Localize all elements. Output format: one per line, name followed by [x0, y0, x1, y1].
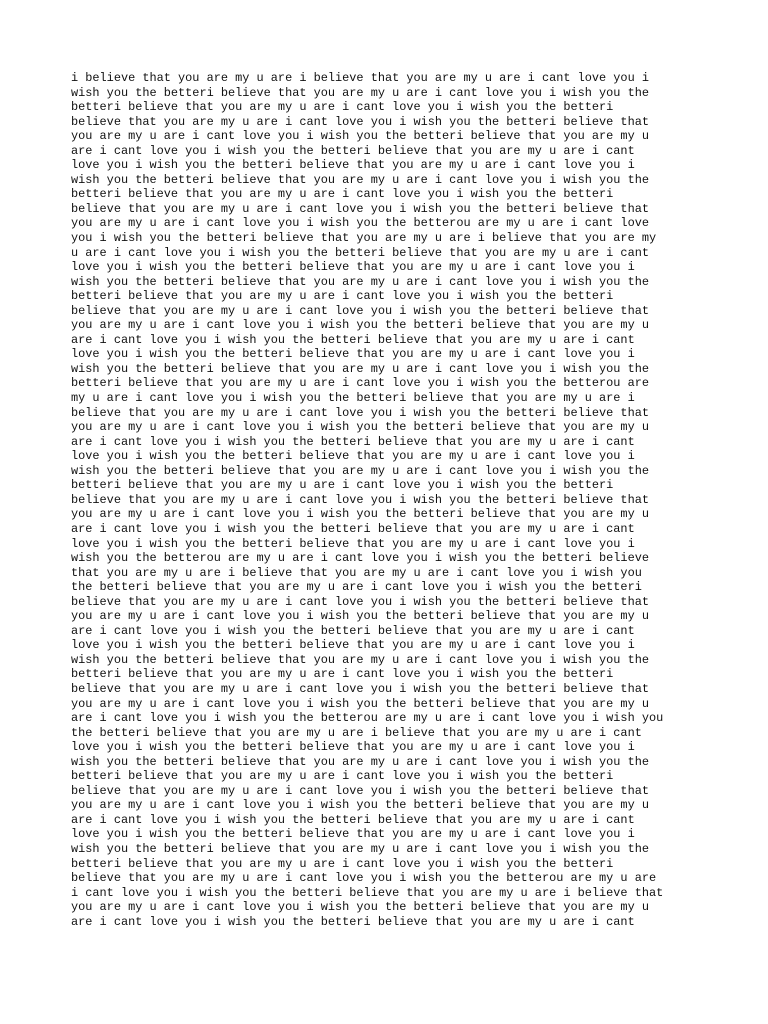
text-line: wish you the betteri believe that you are my u are i cant love you i wish you the — [71, 841, 649, 856]
text-line: are i cant love you i wish you the betteri believe that you are my u are i cant — [71, 623, 635, 638]
text-line: betteri believe that you are my u are i cant love you i wish you the betteri — [71, 856, 614, 871]
text-line: betteri believe that you are my u are i cant love you i wish you the betterou are — [71, 376, 649, 391]
text-line: you are my u are i cant love you i wish you the betteri believe that you are my u — [71, 798, 649, 813]
text-line: you are my u are i cant love you i wish you the betteri believe that you are my u — [71, 507, 649, 522]
text-line: are i cant love you i wish you the betteri believe that you are my u are i cant — [71, 434, 635, 449]
body-text — [71, 71, 663, 929]
text-line: betteri believe that you are my u are i cant love you i wish you the betteri — [71, 187, 614, 202]
text-line: the betteri believe that you are my u are i believe that you are my u are i cant — [71, 725, 642, 740]
text-line: wish you the betteri believe that you are my u are i cant love you i wish you the — [71, 652, 649, 667]
text-line: believe that you are my u are i cant love you i wish you the betteri believe that — [71, 303, 649, 318]
text-line: wish you the betteri believe that you are my u are i cant love you i wish you the — [71, 361, 649, 376]
text-line: believe that you are my u are i cant love you i wish you the betteri believe that — [71, 201, 649, 216]
text-line: wish you the betterou are my u are i cant love you i wish you the betteri believe — [71, 551, 649, 566]
text-line: believe that you are my u are i cant love you i wish you the betteri believe that — [71, 492, 649, 507]
text-line: love you i wish you the betteri believe that you are my u are i cant love you i — [71, 638, 635, 653]
text-line: you are my u are i cant love you i wish you the betteri believe that you are my u — [71, 609, 649, 624]
text-line: betteri believe that you are my u are i cant love you i wish you the betteri — [71, 100, 614, 115]
text-line: love you i wish you the betteri believe that you are my u are i cant love you i — [71, 827, 635, 842]
text-line: wish you the betteri believe that you are my u are i cant love you i wish you the — [71, 85, 649, 100]
text-line: the betteri believe that you are my u are i cant love you i wish you the betteri — [71, 580, 642, 595]
text-line: are i cant love you i wish you the betteri believe that you are my u are i cant — [71, 914, 635, 929]
text-line: believe that you are my u are i cant love you i wish you the betterou are my u are — [71, 871, 657, 886]
text-line: love you i wish you the betteri believe that you are my u are i cant love you i — [71, 158, 635, 173]
text-line: you are my u are i cant love you i wish you the betteri believe that you are my u — [71, 129, 649, 144]
text-line: i believe that you are my u are i believe that you are my u are i cant love you i — [71, 71, 649, 85]
text-line: you are my u are i cant love you i wish you the betteri believe that you are my u — [71, 318, 649, 333]
text-line: wish you the betteri believe that you are my u are i cant love you i wish you the — [71, 754, 649, 769]
text-line: betteri believe that you are my u are i cant love you i wish you the betteri — [71, 289, 614, 304]
text-line: are i cant love you i wish you the betteri believe that you are my u are i cant — [71, 812, 635, 827]
text-line: i cant love you i wish you the betteri believe that you are my u are i believe that — [71, 885, 664, 900]
text-line: are i cant love you i wish you the betteri believe that you are my u are i cant — [71, 332, 635, 347]
text-line: love you i wish you the betteri believe that you are my u are i cant love you i — [71, 740, 635, 755]
text-line: you are my u are i cant love you i wish you the betteri believe that you are my u — [71, 420, 649, 435]
text-line: u are i cant love you i wish you the betteri believe that you are my u are i cant — [71, 245, 649, 260]
text-line: wish you the betteri believe that you are my u are i cant love you i wish you the — [71, 463, 649, 478]
text-line: love you i wish you the betteri believe that you are my u are i cant love you i — [71, 260, 635, 275]
text-line: love you i wish you the betteri believe that you are my u are i cant love you i — [71, 449, 635, 464]
text-line: love you i wish you the betteri believe that you are my u are i cant love you i — [71, 347, 635, 362]
text-line: believe that you are my u are i cant love you i wish you the betteri believe that — [71, 783, 649, 798]
text-line: you are my u are i cant love you i wish you the betteri believe that you are my u — [71, 900, 649, 915]
text-line: believe that you are my u are i cant love you i wish you the betteri believe that — [71, 681, 649, 696]
text-line: you are my u are i cant love you i wish you the betteri believe that you are my u — [71, 696, 649, 711]
text-line: are i cant love you i wish you the betteri believe that you are my u are i cant — [71, 143, 635, 158]
text-line: betteri believe that you are my u are i cant love you i wish you the betteri — [71, 769, 614, 784]
text-line: that you are my u are i believe that you are my u are i cant love you i wish you — [71, 565, 642, 580]
text-line: betteri believe that you are my u are i cant love you i wish you the betteri — [71, 478, 614, 493]
text-line: are i cant love you i wish you the betteri believe that you are my u are i cant — [71, 521, 635, 536]
text-line: betteri believe that you are my u are i cant love you i wish you the betteri — [71, 667, 614, 682]
text-line: believe that you are my u are i cant love you i wish you the betteri believe that — [71, 114, 649, 129]
text-line: wish you the betteri believe that you are my u are i cant love you i wish you the — [71, 274, 649, 289]
text-line: are i cant love you i wish you the betterou are my u are i cant love you i wish you — [71, 711, 664, 726]
text-line: my u are i cant love you i wish you the betteri believe that you are my u are i — [71, 391, 635, 406]
text-line: believe that you are my u are i cant love you i wish you the betteri believe that — [71, 405, 649, 420]
text-line: you are my u are i cant love you i wish you the betterou are my u are i cant love — [71, 216, 649, 231]
text-line: wish you the betteri believe that you are my u are i cant love you i wish you the — [71, 172, 649, 187]
text-line: you i wish you the betteri believe that you are my u are i believe that you are my — [71, 231, 657, 246]
text-line: love you i wish you the betteri believe that you are my u are i cant love you i — [71, 536, 635, 551]
text-line: believe that you are my u are i cant love you i wish you the betteri believe that — [71, 594, 649, 609]
